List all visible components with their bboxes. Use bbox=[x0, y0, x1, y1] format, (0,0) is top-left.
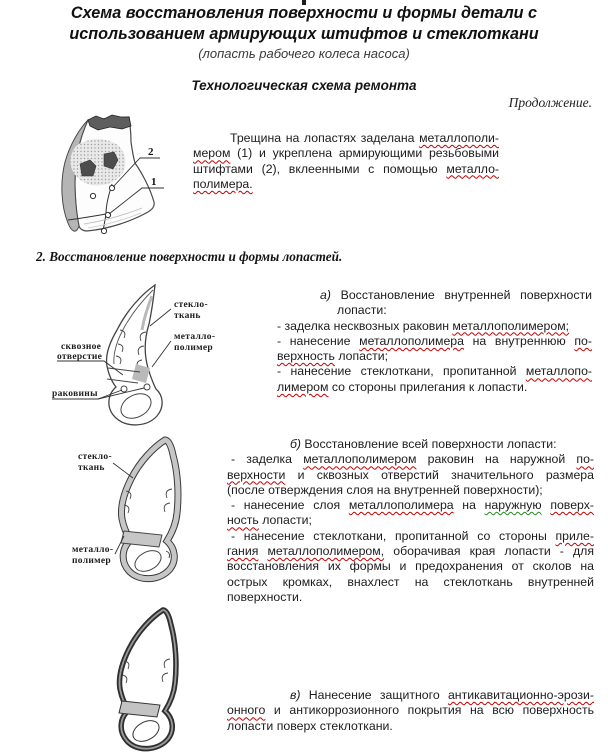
label-fiberglass-line2: ткань bbox=[78, 463, 105, 473]
label-fiberglass-line1: стекло- bbox=[78, 452, 112, 462]
text-line bbox=[227, 590, 594, 605]
spellcheck-flagged-word: приле- bbox=[555, 528, 594, 543]
spellcheck-flagged-word: металлополимером; bbox=[452, 318, 570, 333]
text-segment: - нанесение стеклоткани, пропитанной со стороны bbox=[231, 528, 556, 543]
text-line bbox=[277, 380, 592, 395]
label-metalpolymer-line1: металло- bbox=[174, 332, 216, 342]
scheme-title: Технологическая схема ремонта bbox=[191, 78, 417, 93]
text-line bbox=[227, 719, 594, 734]
text-segment: со стороны прилегания к лопасти. bbox=[328, 379, 528, 394]
text-segment: на bbox=[453, 498, 485, 513]
spellcheck-flagged-word: металло- bbox=[446, 161, 499, 176]
section-2-heading: 2. Восстановление поверхности и формы лопастей. bbox=[36, 249, 343, 264]
text-segment: Восстановление всей поверхности лопасти: bbox=[301, 437, 557, 451]
label-fiberglass-line2: ткань bbox=[174, 311, 201, 321]
text-segment: штифтами (2), вклеенными с помощью bbox=[193, 161, 447, 176]
leader-glass bbox=[150, 309, 171, 326]
text-segment: лопасти поверх стеклоткани. bbox=[227, 718, 393, 733]
document-title-line2: использованием армирующих штифтов и стеклоткани bbox=[69, 24, 539, 43]
text-line bbox=[277, 288, 592, 303]
spellcheck-flagged-word: наружную bbox=[484, 498, 542, 513]
text-segment: Восстановление внутренней поверхности bbox=[330, 288, 592, 302]
text-segment: б) bbox=[290, 437, 302, 451]
spellcheck-flagged-word: ность bbox=[227, 513, 259, 528]
spellcheck-flagged-word: по- bbox=[574, 333, 592, 348]
text-segment: - нанесение стеклоткани, пропитанной bbox=[277, 364, 526, 379]
text-line bbox=[227, 559, 594, 574]
text-segment: - заделка несквозных раковин bbox=[277, 318, 453, 333]
text-segment: - заделка bbox=[231, 452, 304, 467]
text-line bbox=[227, 468, 594, 483]
text-line bbox=[227, 703, 594, 718]
leader-glass bbox=[113, 463, 133, 478]
crack-repair-paragraph bbox=[193, 131, 499, 192]
text-segment bbox=[542, 498, 551, 512]
text-line bbox=[193, 177, 499, 192]
spellcheck-flagged-word: мером bbox=[193, 146, 231, 161]
spellcheck-flagged-word: лимером bbox=[277, 379, 329, 394]
continuation-note: Продолжение. bbox=[508, 95, 592, 110]
step-b-text bbox=[227, 437, 594, 605]
title-block bbox=[0, 3, 608, 62]
cavity-circle-left bbox=[121, 386, 127, 392]
label-metalpolymer-line2: полимер bbox=[174, 343, 213, 353]
text-line bbox=[277, 303, 592, 318]
text-segment: раковин на наружной bbox=[416, 452, 577, 467]
label-fiberglass-line1: стекло- bbox=[174, 300, 208, 310]
spellcheck-flagged-word: металлополимера bbox=[359, 333, 464, 348]
spellcheck-flagged-word: по- bbox=[576, 452, 594, 467]
leader-metal bbox=[152, 341, 171, 367]
text-segment: а) bbox=[320, 288, 331, 302]
spellcheck-flagged-word: гания bbox=[227, 544, 259, 559]
step-v-text bbox=[227, 688, 594, 734]
text-segment: восстановления их формы и предохранения от сколов на bbox=[227, 559, 594, 574]
text-line bbox=[227, 437, 594, 452]
spellcheck-flagged-word: онного bbox=[227, 703, 266, 718]
label-metalpolymer-line2: полимер bbox=[72, 556, 111, 566]
text-line bbox=[227, 483, 594, 498]
text-segment: на внутреннюю bbox=[463, 333, 575, 348]
spellcheck-flagged-word: поверх- bbox=[550, 498, 594, 513]
spellcheck-flagged-word: полимера. bbox=[193, 176, 253, 191]
document-title-line1: Схема восстановления поверхности и формы детали с bbox=[70, 4, 538, 22]
text-segment: лопасти: bbox=[337, 303, 387, 318]
spellcheck-flagged-word: верхность bbox=[277, 349, 335, 364]
figure-impeller-crack bbox=[38, 112, 198, 242]
text-segment: лопасти; bbox=[258, 513, 312, 528]
text-line bbox=[227, 688, 594, 703]
text-segment: острых кромках, внахлест на стеклоткань внутренней bbox=[227, 574, 594, 589]
figure-blade-coated bbox=[113, 605, 193, 753]
text-segment: (после отверждения слоя на внутренней поверхности); bbox=[227, 482, 543, 497]
label-metalpolymer-line1: металло- bbox=[72, 545, 114, 555]
text-line bbox=[277, 349, 592, 364]
spellcheck-flagged-word: металлопо- bbox=[525, 364, 592, 379]
text-line bbox=[277, 319, 592, 334]
document-subtitle: (лопасть рабочего колеса насоса) bbox=[198, 46, 410, 61]
text-line bbox=[193, 162, 499, 177]
text-line bbox=[227, 452, 594, 467]
figure-blade-inner-repair bbox=[28, 282, 223, 434]
spellcheck-flagged-word: металлополимером bbox=[303, 452, 417, 467]
text-segment: в) bbox=[290, 688, 301, 702]
spellcheck-flagged-word: металлополи- bbox=[419, 131, 499, 145]
text-segment: (1) и укреплена армирующими резьбовыми bbox=[230, 146, 499, 161]
text-line bbox=[193, 131, 499, 146]
label-through-hole-line1: сквозное bbox=[61, 342, 102, 352]
text-line bbox=[227, 575, 594, 590]
text-line bbox=[227, 513, 594, 528]
text-segment: - нанесение слоя bbox=[231, 498, 349, 513]
spellcheck-flagged-word: металлополимера bbox=[348, 498, 454, 513]
callout-number-2: 2 bbox=[148, 146, 154, 158]
text-segment: поверхности. bbox=[227, 589, 303, 604]
text-segment: лопасти; bbox=[334, 349, 389, 364]
text-line bbox=[227, 544, 594, 559]
text-line bbox=[227, 498, 594, 513]
callout-number-1: 1 bbox=[151, 176, 157, 188]
label-cavities: раковины bbox=[52, 389, 98, 399]
text-line bbox=[227, 529, 594, 544]
text-segment: - нанесение bbox=[277, 333, 360, 348]
figure-blade-wrapped bbox=[58, 433, 193, 588]
spellcheck-flagged-word: верхности bbox=[227, 467, 286, 482]
cavity-circle-right bbox=[144, 384, 150, 390]
text-segment: Трещина на лопастях заделана bbox=[230, 131, 420, 145]
step-a-text bbox=[277, 288, 592, 395]
spellcheck-flagged-word: металлополимером, bbox=[267, 544, 385, 559]
text-segment: оборачивая края лопасти - для bbox=[384, 544, 594, 559]
text-line bbox=[277, 364, 592, 379]
text-segment: и антикоррозионного покрытия на всю поверхность bbox=[265, 703, 594, 718]
spellcheck-flagged-word: антикавитационно-эрози- bbox=[447, 688, 594, 702]
text-line bbox=[193, 146, 499, 161]
text-segment: Нанесение защитного bbox=[300, 688, 448, 702]
text-segment: и сквозных отверстий значительного размера bbox=[285, 467, 594, 482]
label-through-hole-line2: отверстие bbox=[57, 352, 103, 362]
text-line bbox=[277, 334, 592, 349]
